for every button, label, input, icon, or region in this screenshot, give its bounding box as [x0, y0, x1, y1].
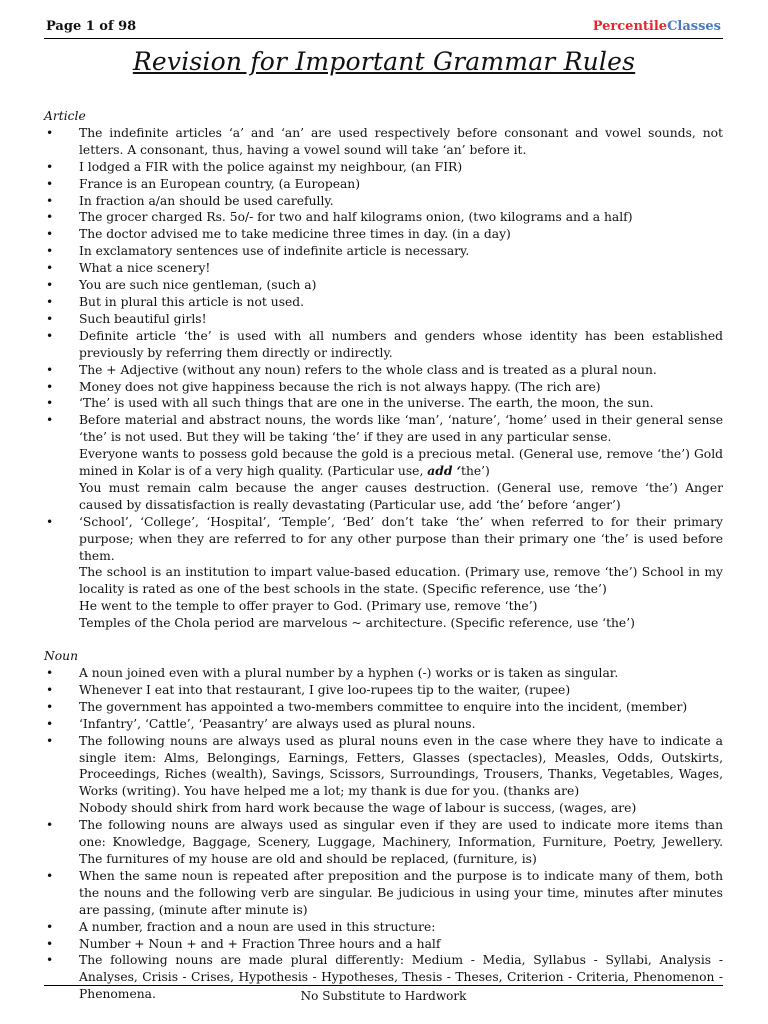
list-item: • The government has appointed a two-members committee to enquire into the incident, (member) — [44, 699, 723, 716]
article-list-2 — [44, 514, 723, 565]
list-item: • Money does not give happiness because the rich is not always happy. (The rich are) — [44, 379, 723, 396]
list-item: • A number, fraction and a noun are used in this structure: — [44, 919, 723, 936]
example-gold — [44, 446, 723, 480]
section-heading-article: Article — [44, 109, 86, 123]
list-item: • You are such nice gentleman, (such a) — [44, 277, 723, 294]
list-item: • The following nouns are made plural differently: Medium - Media, Syllabus - Syllabi, Analysis -Analyses, Crisis - Crises, Hypothesis - Hypotheses, Thesis - Theses, Criterion - Criteria, Phenomenon -Phenomena. — [44, 952, 723, 1003]
list-item: • The following nouns are always used as singular even if they are used to indicate more items than one: Knowledge, Baggage, Scenery, Luggage, Machinery, Information, Furniture, Poetry, Jewellery. The furnitures of my house are old and should be replaced, (furniture, is) — [44, 817, 723, 868]
noun-list — [44, 665, 723, 800]
list-item: • Definite article ‘the’ is used with all numbers and genders whose identity has been established previously by referring them directly or indirectly. — [44, 328, 723, 362]
noun-list-2 — [44, 817, 723, 1003]
list-item: • The grocer charged Rs. 5o/- for two and half kilograms onion, (two kilograms and a half) — [44, 209, 723, 226]
example-calm: You must remain calm because the anger causes destruction. (General use, remove ‘the’) Anger caused by dissatisfaction is really devastating (Particular use, add ‘the’ before ‘anger’) — [79, 480, 723, 512]
article-list — [44, 125, 723, 446]
page-header — [44, 18, 723, 39]
list-item: • In exclamatory sentences use of indefinite article is necessary. — [44, 243, 723, 260]
section-heading-noun: Noun — [44, 649, 79, 664]
list-item: • Such beautiful girls! — [44, 311, 723, 328]
example-gold-emphasis: add ‘ — [427, 463, 461, 479]
list-item: • ‘School’, ‘College’, ‘Hospital’, ‘Temple’, ‘Bed’ don’t take ‘the’ when referred to for their primary purpose; when they are referred to for any other purpose than their primary one ‘the’ is used before them. — [44, 514, 723, 565]
example-line: Temples of the Chola period are marvelous ~ architecture. (Specific reference, use ‘the’) — [79, 616, 635, 631]
list-item: • Whenever I eat into that restaurant, I give loo-rupees tip to the waiter, (rupee) — [44, 682, 723, 699]
list-item: • But in plural this article is not used. — [44, 294, 723, 311]
example-line: He went to the temple to offer prayer to God. (Primary use, remove ‘the’) — [79, 599, 538, 614]
list-item: • ‘Infantry’, ‘Cattle’, ‘Peasantry’ are always used as plural nouns. — [44, 716, 723, 733]
example-line: Nobody should shirk from hard work because the wage of labour is success, (wages, are) — [79, 801, 637, 816]
list-item: • In fraction a/an should be used carefully. — [44, 193, 723, 210]
list-item: • What a nice scenery! — [44, 260, 723, 277]
brand-logo — [593, 19, 721, 34]
page-footer: No Substitute to Hardwork — [44, 985, 723, 1003]
brand-part-1: Percentile — [592, 19, 668, 34]
document-title: Revision for Important Grammar Rules — [132, 47, 636, 76]
list-item: • Number + Noun + and + Fraction Three hours and a half — [44, 936, 723, 953]
document-body — [44, 108, 723, 1003]
brand-part-2: Classes — [667, 19, 721, 34]
list-item: • The + Adjective (without any noun) refers to the whole class and is treated as a plural noun. — [44, 362, 723, 379]
example-gold-text: Everyone wants to possess gold because the gold is a precious metal. (General use, remove ‘the’) Gold mined in Kolar is of a very high quality. (Particular use, — [79, 447, 723, 479]
list-item: • ‘The’ is used with all such things that are one in the universe. The earth, the moon, the sun. — [44, 395, 723, 412]
list-item: • France is an European country, (a European) — [44, 176, 723, 193]
section-gap — [44, 632, 723, 648]
list-item: • The doctor advised me to take medicine three times in day. (in a day) — [44, 226, 723, 243]
list-item: • The indefinite articles ‘a’ and ‘an’ are used respectively before consonant and vowel sounds, not letters. A consonant, thus, having a vowel sound will take ‘an’ before it. — [44, 125, 723, 159]
example-line: The school is an institution to impart value-based education. (Primary use, remove ‘the’) School in my locality is rated as one of the best schools in the state. (Specific reference, use ‘the’) — [79, 565, 723, 597]
list-item: • A noun joined even with a plural number by a hyphen (-) works or is taken as singular. — [44, 665, 723, 682]
list-item: • When the same noun is repeated after preposition and the purpose is to indicate many of them, both the nouns and the following verb are singular. Be judicious in using your time, minutes after minutes are passing, (minute after minute is) — [44, 868, 723, 919]
list-item: • I lodged a FIR with the police against my neighbour, (an FIR) — [44, 159, 723, 176]
example-gold-end: the’) — [461, 464, 490, 479]
page-number: Page 1 of 98 — [46, 19, 137, 34]
list-item: • Before material and abstract nouns, the words like ‘man’, ‘nature’, ‘home’ used in their general sense ‘the’ is not used. But they will be taking ‘the’ if they are used in any particular sense. — [44, 412, 723, 446]
list-item: • The following nouns are always used as plural nouns even in the case where they have to indicate a single item: Alms, Belongings, Earnings, Fetters, Glasses (spectacles), Measles, Odds, Outskirts, Proceedings, Riches (wealth), Savings, Scissors, Surroundings, Trousers, Thanks, Vegetables, Wages, Works (writing). You have helped me a lot; my thank is due for you. (thanks are) — [44, 733, 723, 801]
